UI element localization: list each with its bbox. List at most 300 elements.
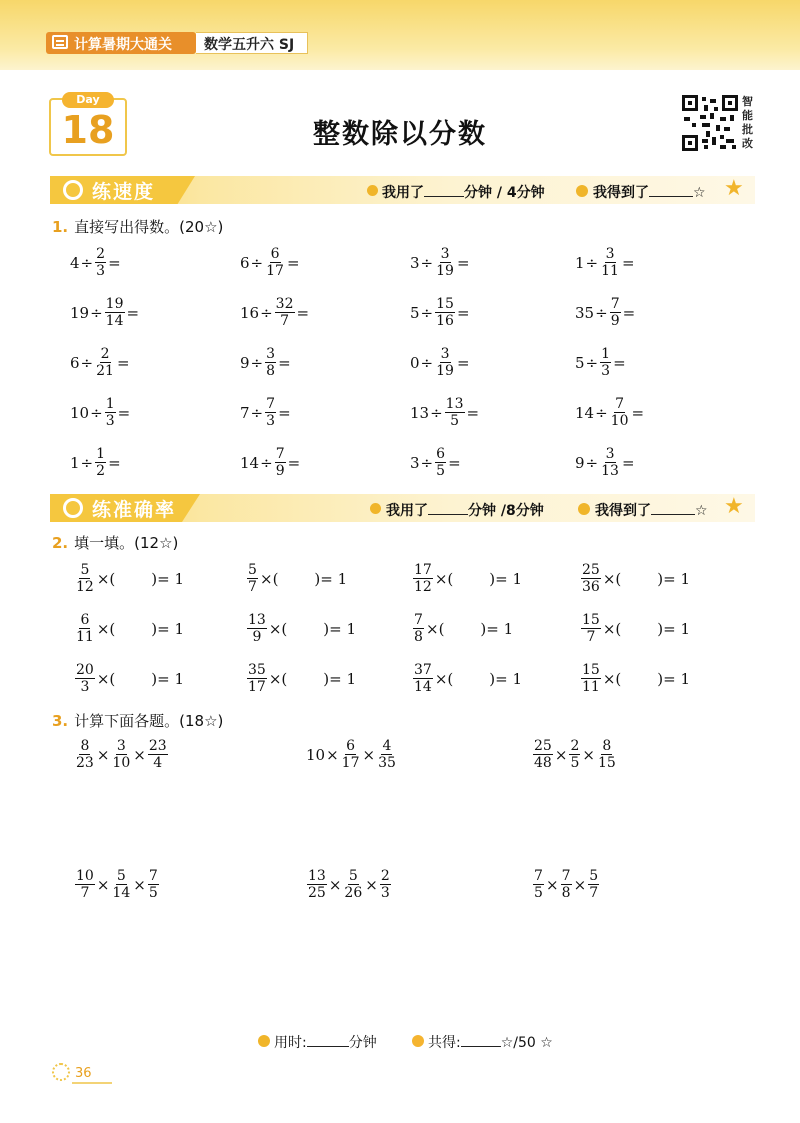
stopwatch-icon: [63, 180, 83, 200]
denominator: 3: [380, 885, 390, 901]
numerator: 5: [80, 562, 90, 578]
reciprocal-blank: [412, 662, 523, 695]
fraction: [148, 738, 168, 771]
fraction: [95, 246, 106, 279]
equals-sign: =: [108, 253, 121, 272]
denominator: 48: [534, 755, 552, 771]
numerator: 17: [414, 562, 432, 578]
denominator: 3: [601, 363, 611, 379]
times-paren: ×(: [426, 619, 445, 638]
denominator: 14: [112, 885, 131, 901]
equals-one: )= 1: [657, 619, 690, 638]
division-expression: [575, 246, 636, 279]
fraction: [105, 296, 125, 329]
reciprocal-blank: [412, 562, 523, 595]
denominator: 16: [436, 313, 454, 329]
division-expression: [240, 446, 301, 479]
numerator: 5: [348, 868, 358, 884]
multiplication-expression: [306, 868, 392, 901]
times-sign: ×: [546, 875, 559, 894]
dividend: 6: [70, 353, 80, 372]
total-score: 共得: ☆/50 ☆: [428, 1032, 553, 1052]
reciprocal-blank: [246, 612, 357, 645]
time-used-speed: 我用了 分钟 / 4分钟: [382, 182, 545, 202]
divide-sign: ÷: [90, 403, 103, 422]
division-expression: [70, 296, 140, 329]
equals-sign: =: [621, 453, 635, 472]
numerator: 8: [80, 738, 90, 754]
division-expression: [240, 346, 292, 379]
division-expression: [70, 396, 131, 429]
fraction: [265, 396, 276, 429]
numerator: 2: [100, 346, 110, 362]
fraction: [75, 662, 95, 695]
equals-sign: =: [613, 353, 626, 372]
fraction: [111, 868, 131, 901]
numerator: 3: [440, 246, 450, 262]
denominator: 26: [344, 885, 363, 901]
fraction: [341, 738, 361, 771]
total-time: 用时: 分钟: [274, 1032, 377, 1052]
times-sign: ×: [362, 745, 376, 764]
page-number: 36: [75, 1066, 92, 1081]
division-expression: [240, 396, 292, 429]
equals-sign: =: [622, 303, 636, 322]
dividend: 10: [70, 403, 90, 422]
dividend: 5: [575, 353, 585, 372]
numerator: 19: [105, 296, 124, 312]
times-sign: ×: [326, 745, 339, 764]
equals-sign: =: [631, 403, 645, 422]
fraction: [569, 738, 580, 771]
numerator: 25: [534, 738, 552, 754]
numerator: 13: [248, 612, 266, 628]
equals-sign: =: [448, 453, 461, 472]
fraction: [377, 738, 397, 771]
divide-sign: ÷: [430, 403, 443, 422]
division-expression: [70, 346, 131, 379]
star-icon: [412, 1035, 424, 1047]
numerator: 7: [615, 396, 625, 412]
reciprocal-blank: [580, 562, 691, 595]
divide-sign: ÷: [420, 303, 434, 322]
divide-sign: ÷: [80, 253, 94, 272]
equals-sign: =: [466, 403, 480, 422]
divide-sign: ÷: [260, 453, 273, 472]
reciprocal-blank: [412, 612, 514, 645]
dividend: 1: [70, 453, 80, 472]
clock-icon: [370, 503, 381, 514]
division-expression: [410, 246, 471, 279]
reciprocal-blank: [74, 612, 185, 645]
clock-icon: [258, 1035, 270, 1047]
book-icon: [52, 35, 68, 49]
equals-one: )= 1: [323, 669, 356, 688]
times-sign: ×: [365, 875, 378, 894]
times-sign: ×: [328, 875, 342, 894]
equals-one: )= 1: [151, 619, 184, 638]
fraction: [247, 562, 258, 595]
multiplication-expression: [532, 738, 618, 771]
divide-sign: ÷: [80, 353, 94, 372]
fraction: [275, 446, 286, 479]
dividend: 19: [70, 303, 90, 322]
times-paren: ×(: [434, 669, 454, 688]
times-paren: ×(: [602, 619, 622, 638]
division-expression: [575, 446, 636, 479]
equals-sign: =: [286, 253, 300, 272]
dividend: 13: [410, 403, 430, 422]
fraction: [581, 612, 601, 645]
times-paren: ×(: [434, 569, 454, 588]
denominator: 8: [414, 629, 423, 645]
numerator: 1: [96, 446, 106, 462]
multiplication-expression: [532, 868, 600, 901]
numerator: 15: [582, 662, 600, 678]
reciprocal-blank: [580, 662, 691, 695]
section-title-accuracy: 练准确率: [92, 499, 177, 521]
fraction: [75, 868, 95, 901]
fraction: [95, 346, 115, 379]
denominator: 13: [601, 463, 619, 479]
equals-one: )= 1: [323, 619, 356, 638]
equals-one: )= 1: [489, 569, 522, 588]
denominator: 7: [280, 313, 290, 329]
times-paren: ×(: [260, 569, 279, 588]
book-title: 数学五升六 SJ: [204, 37, 295, 53]
divide-sign: ÷: [80, 453, 94, 472]
fraction: [105, 396, 116, 429]
denominator: 2: [96, 463, 106, 479]
denominator: 7: [589, 885, 599, 901]
times-paren: ×(: [268, 669, 288, 688]
denominator: 10: [112, 755, 131, 771]
numerator: 4: [382, 738, 392, 754]
denominator: 25: [308, 885, 326, 901]
qr-label: 智 能 批 改: [742, 95, 753, 150]
numerator: 5: [248, 562, 257, 578]
fraction: [95, 446, 106, 479]
denominator: 3: [105, 413, 115, 429]
times-sign: ×: [96, 875, 110, 894]
fraction: [435, 346, 455, 379]
fraction: [561, 868, 572, 901]
multiplication-expression: [74, 868, 160, 901]
fraction: [75, 612, 95, 645]
division-expression: [410, 296, 471, 329]
denominator: 4: [153, 755, 163, 771]
denominator: 7: [586, 629, 596, 645]
equals-one: )= 1: [657, 569, 690, 588]
fraction: [600, 246, 620, 279]
dividend: 3: [410, 453, 420, 472]
score-speed: 我得到了 ☆: [593, 182, 706, 202]
numerator: 6: [270, 246, 280, 262]
dividend: 0: [410, 353, 420, 372]
fraction: [581, 662, 601, 695]
fraction: [610, 396, 630, 429]
fraction: [610, 296, 621, 329]
section-title-speed: 练速度: [92, 181, 156, 203]
division-expression: [575, 396, 645, 429]
times-paren: ×(: [96, 669, 116, 688]
equals-sign: =: [296, 303, 310, 322]
numerator: 7: [148, 868, 158, 884]
numerator: 7: [610, 296, 620, 312]
fraction: [265, 246, 285, 279]
denominator: 5: [436, 463, 446, 479]
clock-icon: [367, 185, 378, 196]
fraction: [413, 562, 433, 595]
check-icon: [578, 503, 590, 515]
equals-sign: =: [117, 403, 131, 422]
division-expression: [240, 296, 310, 329]
division-expression: [70, 446, 122, 479]
dividend: 1: [575, 253, 585, 272]
equals-one: )= 1: [657, 669, 690, 688]
denominator: 10: [610, 413, 629, 429]
numerator: 3: [440, 346, 450, 362]
denominator: 8: [266, 363, 276, 379]
denominator: 19: [436, 263, 454, 279]
multiplication-expression: [306, 738, 398, 771]
divide-sign: ÷: [420, 253, 434, 272]
times-paren: ×(: [268, 619, 288, 638]
numerator: 8: [602, 738, 612, 754]
numerator: 37: [414, 662, 432, 678]
numerator: 23: [148, 738, 167, 754]
numerator: 5: [589, 868, 599, 884]
fraction: [343, 868, 363, 901]
times-sign: ×: [582, 745, 595, 764]
equals-sign: =: [456, 303, 470, 322]
equals-one: )= 1: [151, 569, 184, 588]
numerator: 7: [266, 396, 276, 412]
score-accuracy: 我得到了 ☆: [595, 500, 708, 520]
fraction: [600, 446, 620, 479]
page-underline: [72, 1082, 112, 1084]
dividend: 16: [240, 303, 260, 322]
division-expression: [575, 296, 636, 329]
fraction: [435, 246, 455, 279]
numerator: 3: [116, 738, 126, 754]
qr-code-icon[interactable]: [682, 95, 738, 151]
times-sign: ×: [96, 745, 110, 764]
denominator: 17: [266, 263, 284, 279]
day-label: Day: [76, 93, 100, 106]
fraction: [380, 868, 391, 901]
denominator: 5: [534, 885, 543, 901]
denominator: 3: [80, 679, 90, 695]
dividend: 14: [575, 403, 595, 422]
numerator: 10: [76, 868, 94, 884]
denominator: 14: [105, 313, 124, 329]
dividend: 5: [410, 303, 420, 322]
denominator: 11: [76, 629, 94, 645]
fraction: [533, 738, 553, 771]
fraction: [581, 562, 601, 595]
fraction: [588, 868, 599, 901]
numerator: 3: [605, 246, 615, 262]
reciprocal-blank: [246, 562, 348, 595]
fraction: [247, 612, 267, 645]
fraction: [265, 346, 276, 379]
divide-sign: ÷: [585, 353, 599, 372]
question-1-heading: 1. 直接写出得数。(20☆): [52, 218, 224, 236]
denominator: 7: [248, 579, 257, 595]
denominator: 5: [450, 413, 460, 429]
numerator: 25: [582, 562, 600, 578]
fraction: [413, 662, 433, 695]
equals-sign: =: [116, 353, 130, 372]
fraction: [435, 296, 455, 329]
times-paren: ×(: [96, 619, 116, 638]
numerator: 7: [275, 446, 285, 462]
times-sign: ×: [133, 875, 146, 894]
dividend: 35: [575, 303, 595, 322]
denominator: 7: [80, 885, 90, 901]
division-expression: [70, 246, 122, 279]
fraction: [111, 738, 131, 771]
question-2-heading: 2. 填一填。(12☆): [52, 534, 179, 552]
times-sign: ×: [573, 875, 587, 894]
divide-sign: ÷: [250, 353, 264, 372]
reciprocal-blank: [74, 662, 185, 695]
fraction: [247, 662, 267, 695]
equals-sign: =: [456, 253, 470, 272]
denominator: 12: [414, 579, 432, 595]
equals-one: )= 1: [480, 619, 514, 638]
numerator: 15: [436, 296, 454, 312]
numerator: 1: [601, 346, 611, 362]
denominator: 3: [266, 413, 276, 429]
denominator: 11: [601, 263, 619, 279]
numerator: 6: [346, 738, 356, 754]
dividend: 14: [240, 453, 260, 472]
denominator: 36: [582, 579, 600, 595]
target-icon: [63, 498, 83, 518]
equals-one: )= 1: [314, 569, 348, 588]
divide-sign: ÷: [420, 453, 434, 472]
fraction: [445, 396, 465, 429]
check-icon: [576, 185, 588, 197]
equals-one: )= 1: [489, 669, 522, 688]
equals-sign: =: [456, 353, 470, 372]
division-expression: [410, 396, 480, 429]
numerator: 7: [414, 612, 423, 628]
dividend: 6: [240, 253, 250, 272]
divide-sign: ÷: [585, 253, 599, 272]
numerator: 3: [605, 446, 615, 462]
times-paren: ×(: [602, 569, 622, 588]
numerator: 5: [116, 868, 126, 884]
dividend: 4: [70, 253, 80, 272]
denominator: 12: [76, 579, 94, 595]
divide-sign: ÷: [420, 353, 434, 372]
equals-sign: =: [287, 453, 301, 472]
dividend: 3: [410, 253, 420, 272]
numerator: 7: [561, 868, 571, 884]
fraction: [307, 868, 327, 901]
numerator: 35: [248, 662, 266, 678]
denominator: 9: [275, 463, 285, 479]
equals-one: )= 1: [151, 669, 184, 688]
equals-sign: =: [278, 353, 291, 372]
numerator: 1: [105, 396, 115, 412]
divide-sign: ÷: [250, 253, 264, 272]
denominator: 5: [148, 885, 158, 901]
fraction: [75, 738, 95, 771]
numerator: 3: [266, 346, 276, 362]
numerator: 20: [76, 662, 94, 678]
fraction: [597, 738, 617, 771]
numerator: 7: [534, 868, 543, 884]
sun-icon: [52, 1063, 70, 1081]
denominator: 8: [561, 885, 571, 901]
divide-sign: ÷: [595, 403, 608, 422]
denominator: 5: [570, 755, 580, 771]
division-expression: [410, 446, 462, 479]
denominator: 11: [582, 679, 600, 695]
division-expression: [410, 346, 471, 379]
fraction: [435, 446, 446, 479]
denominator: 9: [252, 629, 262, 645]
reciprocal-blank: [74, 562, 185, 595]
fraction: [600, 346, 611, 379]
equals-sign: =: [278, 403, 291, 422]
whole-number: 10: [306, 745, 326, 764]
denominator: 23: [76, 755, 94, 771]
numerator: 6: [436, 446, 446, 462]
denominator: 35: [378, 755, 396, 771]
division-expression: [240, 246, 301, 279]
divide-sign: ÷: [90, 303, 103, 322]
numerator: 15: [582, 612, 600, 628]
denominator: 17: [248, 679, 266, 695]
times-paren: ×(: [96, 569, 116, 588]
reciprocal-blank: [246, 662, 357, 695]
numerator: 2: [380, 868, 390, 884]
denominator: 19: [436, 363, 454, 379]
dividend: 9: [575, 453, 585, 472]
times-sign: ×: [133, 745, 146, 764]
fraction: [75, 562, 95, 595]
equals-sign: =: [108, 453, 121, 472]
numerator: 2: [570, 738, 580, 754]
denominator: 21: [96, 363, 114, 379]
denominator: 3: [96, 263, 106, 279]
fraction: [413, 612, 424, 645]
numerator: 2: [96, 246, 106, 262]
fraction: [275, 296, 295, 329]
series-title: 计算暑期大通关: [74, 37, 172, 53]
equals-sign: =: [621, 253, 635, 272]
denominator: 9: [610, 313, 620, 329]
numerator: 6: [80, 612, 90, 628]
denominator: 14: [414, 679, 432, 695]
numerator: 13: [445, 396, 464, 412]
denominator: 17: [341, 755, 360, 771]
reciprocal-blank: [580, 612, 691, 645]
star-icon: ★: [724, 176, 744, 201]
divide-sign: ÷: [595, 303, 608, 322]
star-icon: ★: [724, 494, 744, 519]
fraction: [533, 868, 544, 901]
times-sign: ×: [554, 745, 568, 764]
multiplication-expression: [74, 738, 169, 771]
divide-sign: ÷: [260, 303, 273, 322]
division-expression: [575, 346, 627, 379]
